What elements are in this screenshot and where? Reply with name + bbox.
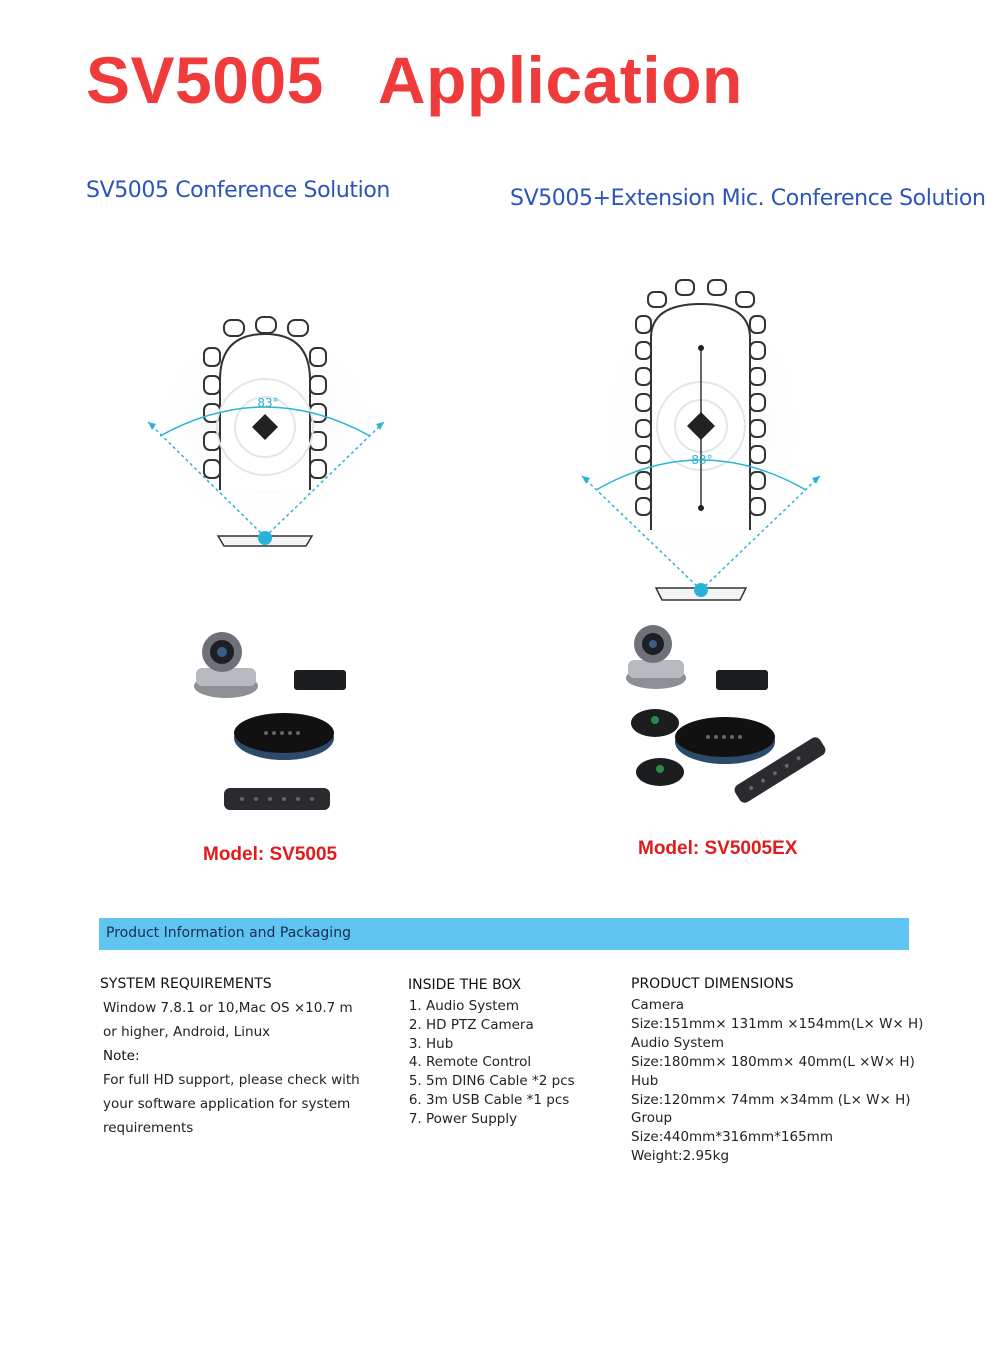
info-banner <box>99 918 909 950</box>
note-line: For full HD support, please check with <box>103 1072 360 1088</box>
model-label-sv5005: Model: SV5005 <box>203 844 338 865</box>
dimension-line: Group <box>631 1110 673 1127</box>
section-heading: INSIDE THE BOX <box>408 977 522 993</box>
section-heading: PRODUCT DIMENSIONS <box>631 976 794 992</box>
product-dimensions <box>631 976 931 1166</box>
box-contents-list <box>408 997 608 1129</box>
list-item: 1. Audio System <box>426 997 608 1016</box>
solution-title-basic: SV5005 Conference Solution <box>86 178 390 203</box>
camera-icon <box>194 632 258 698</box>
speakerphone-icon <box>675 717 775 764</box>
remote-control-icon <box>224 788 330 810</box>
dimension-line: Audio System <box>631 1034 725 1051</box>
list-item: 3. Hub <box>426 1035 608 1054</box>
system-requirements <box>100 976 380 1140</box>
inside-the-box <box>408 977 608 1129</box>
extension-mic-icon <box>636 758 684 786</box>
note-line: requirements <box>103 1120 194 1136</box>
hub-icon <box>716 670 768 690</box>
note-line: your software application for system <box>103 1096 351 1112</box>
solution-title-extension: SV5005+Extension Mic. Conference Solution <box>510 186 986 211</box>
dimension-line: Weight:2.95kg <box>631 1148 730 1165</box>
banner-title: Product Information and Packaging <box>106 925 351 941</box>
angle-label: 83° <box>257 396 279 410</box>
section-heading: SYSTEM REQUIREMENTS <box>100 976 272 992</box>
list-item: 7. Power Supply <box>426 1110 608 1129</box>
angle-label: 83° <box>691 453 713 467</box>
requirements-line: or higher, Android, Linux <box>103 1024 271 1040</box>
camera-icon <box>626 625 686 689</box>
dimension-line: Size:120mm× 74mm ×34mm (L× W× H) <box>631 1091 911 1108</box>
speakerphone-icon <box>234 713 334 760</box>
dimension-line: Size:180mm× 180mm× 40mm(L ×W× H) <box>631 1053 915 1070</box>
room-diagram-extension <box>570 268 840 608</box>
page-title: SV5005 Application <box>86 43 743 117</box>
list-item: 5. 5m DIN6 Cable *2 pcs <box>426 1072 608 1091</box>
room-diagram-basic <box>100 300 430 560</box>
note-label: Note: <box>103 1048 140 1064</box>
requirements-line: Window 7.8.1 or 10,Mac OS ×10.7 m <box>103 1000 353 1016</box>
dimension-line: Camera <box>631 997 684 1013</box>
product-photo-sv5005ex <box>620 620 830 805</box>
extension-mic-icon <box>631 709 679 737</box>
hub-icon <box>294 670 346 690</box>
model-label-sv5005ex: Model: SV5005EX <box>638 838 798 859</box>
dimension-line: Hub <box>631 1072 659 1089</box>
dimension-line: Size:440mm*316mm*165mm <box>631 1129 833 1146</box>
list-item: 4. Remote Control <box>426 1053 608 1072</box>
list-item: 2. HD PTZ Camera <box>426 1016 608 1035</box>
dimension-line: Size:151mm× 131mm ×154mm(L× W× H) <box>631 1015 924 1032</box>
product-photo-sv5005 <box>186 628 356 818</box>
list-item: 6. 3m USB Cable *1 pcs <box>426 1091 608 1110</box>
